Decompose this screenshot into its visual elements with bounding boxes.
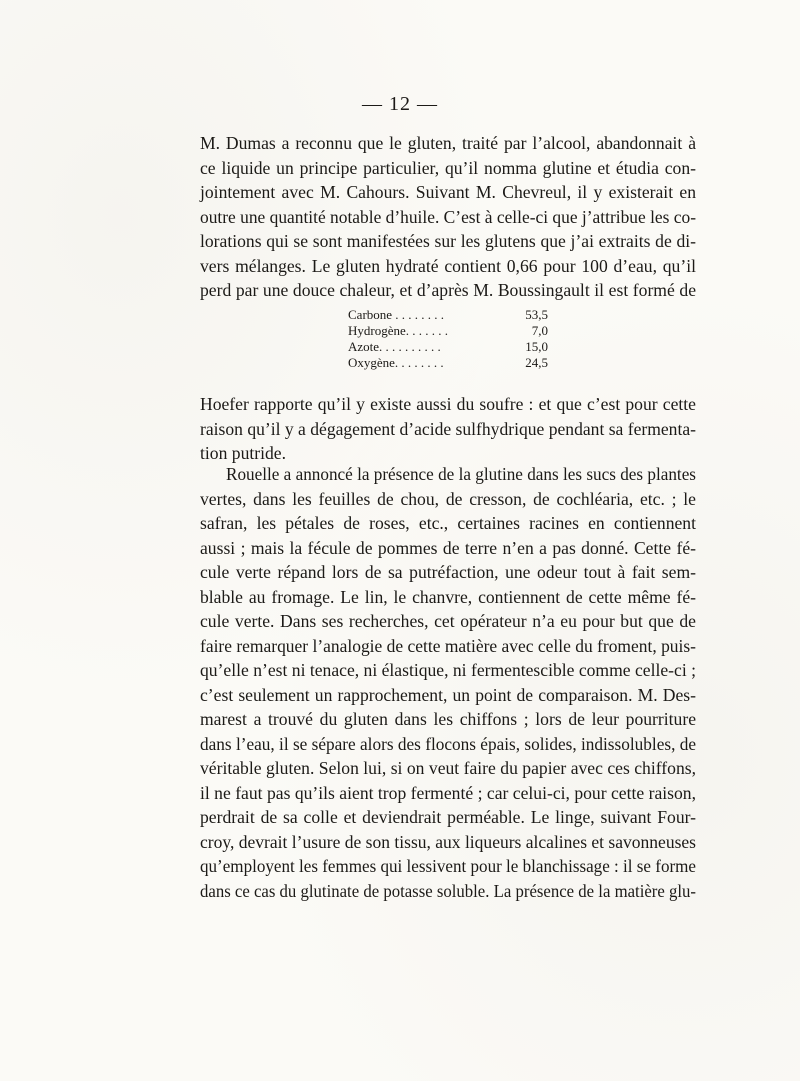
paragraph-2	[200, 392, 696, 466]
element-name: Carbone . . . . . . . .	[348, 307, 445, 322]
text-line: blable au fromage. Le lin, le chanvre, contiennent de cette même fé-	[200, 586, 696, 607]
text-line: aussi ; mais la fécule de pommes de terre n’en a pas donné. Cette fé-	[200, 537, 696, 558]
text-line: dans l’eau, il se sépare alors des flocons épais, solides, indissolubles, de	[200, 733, 696, 754]
text-line: croy, devrait l’usure de son tissu, aux liqueurs alcalines et savonneuses	[200, 831, 696, 852]
text-line: cule verte. Dans ses recherches, cet opérateur n’a eu pour but que de	[200, 611, 696, 631]
text-line: cule verte répand lors de sa putréfaction, une odeur tout à fait sem-	[200, 562, 696, 582]
text-line: perdrait de sa colle et deviendrait perméable. Le linge, suivant Four-	[200, 807, 696, 827]
text-line: perd par une douce chaleur, et d’après M. Boussingault il est formé de	[200, 280, 696, 300]
text-line: M. Dumas a reconnu que le gluten, traité par l’alcool, abandonnait à	[200, 133, 696, 153]
page-number: — 12 —	[362, 93, 438, 115]
text-line: lorations qui se sont manifestées sur les glutens que j’ai extraits de di-	[200, 231, 696, 251]
element-value: 24,5	[525, 355, 548, 370]
text-line: dans ce cas du glutinate de potasse soluble. La présence de la matière glu-	[200, 880, 696, 901]
text-line: outre une quantité notable d’huile. C’est à celle-ci que j’attribue les co-	[200, 206, 696, 227]
text-line: faire remarquer l’analogie de cette matière avec celle du froment, puis-	[200, 635, 696, 656]
composition-row	[348, 323, 548, 339]
paragraph-3	[200, 462, 696, 903]
text-line: ce liquide un principe particulier, qu’il nomma glutine et étudia con-	[200, 157, 696, 178]
text-line: raison qu’il y a dégagement d’acide sulfhydrique pendant sa fermenta-	[200, 418, 696, 439]
composition-row	[348, 339, 548, 355]
text-line: tion putride.	[200, 443, 287, 463]
text-line: Rouelle a annoncé la présence de la glutine dans les sucs des plantes	[226, 464, 696, 484]
paragraph-1	[200, 131, 696, 303]
text-line: Hoefer rapporte qu’il y existe aussi du soufre : et que c’est pour cette	[200, 394, 696, 414]
element-value: 7,0	[531, 323, 548, 338]
composition-row	[348, 307, 548, 323]
text-line: vers mélanges. Le gluten hydraté contient 0,66 pour 100 d’eau, qu’il	[200, 255, 696, 276]
text-line: vertes, dans les feuilles de chou, de cresson, de cochléaria, etc. ; le	[200, 488, 696, 509]
text-line: il ne faut pas qu’ils aient trop fermenté ; car celui-ci, pour cette raison,	[200, 782, 696, 803]
element-value: 53,5	[525, 307, 548, 322]
element-name: Azote. . . . . . . . . .	[348, 339, 441, 354]
text-line: jointement avec M. Cahours. Suivant M. Chevreul, il y existerait en	[200, 182, 696, 202]
text-line: c’est seulement un rapprochement, un point de comparaison. M. Des-	[200, 684, 696, 705]
composition-row	[348, 355, 548, 371]
text-line: qu’employent les femmes qui lessivent pour le blanchissage : il se forme	[200, 856, 696, 876]
text-line: marest a trouvé du gluten dans les chiffons ; lors de leur pourriture	[200, 709, 696, 729]
composition-table	[348, 307, 548, 371]
text-line: véritable gluten. Selon lui, si on veut faire du papier avec ces chiffons,	[200, 758, 696, 778]
text-line: safran, les pétales de roses, etc., certaines racines en contiennent	[200, 513, 696, 533]
element-name: Hydrogène. . . . . . .	[348, 323, 449, 338]
element-name: Oxygène. . . . . . . .	[348, 355, 444, 370]
text-line: qu’elle n’est ni tenace, ni élastique, ni fermentescible comme celle-ci ;	[200, 660, 696, 680]
element-value: 15,0	[525, 339, 548, 354]
